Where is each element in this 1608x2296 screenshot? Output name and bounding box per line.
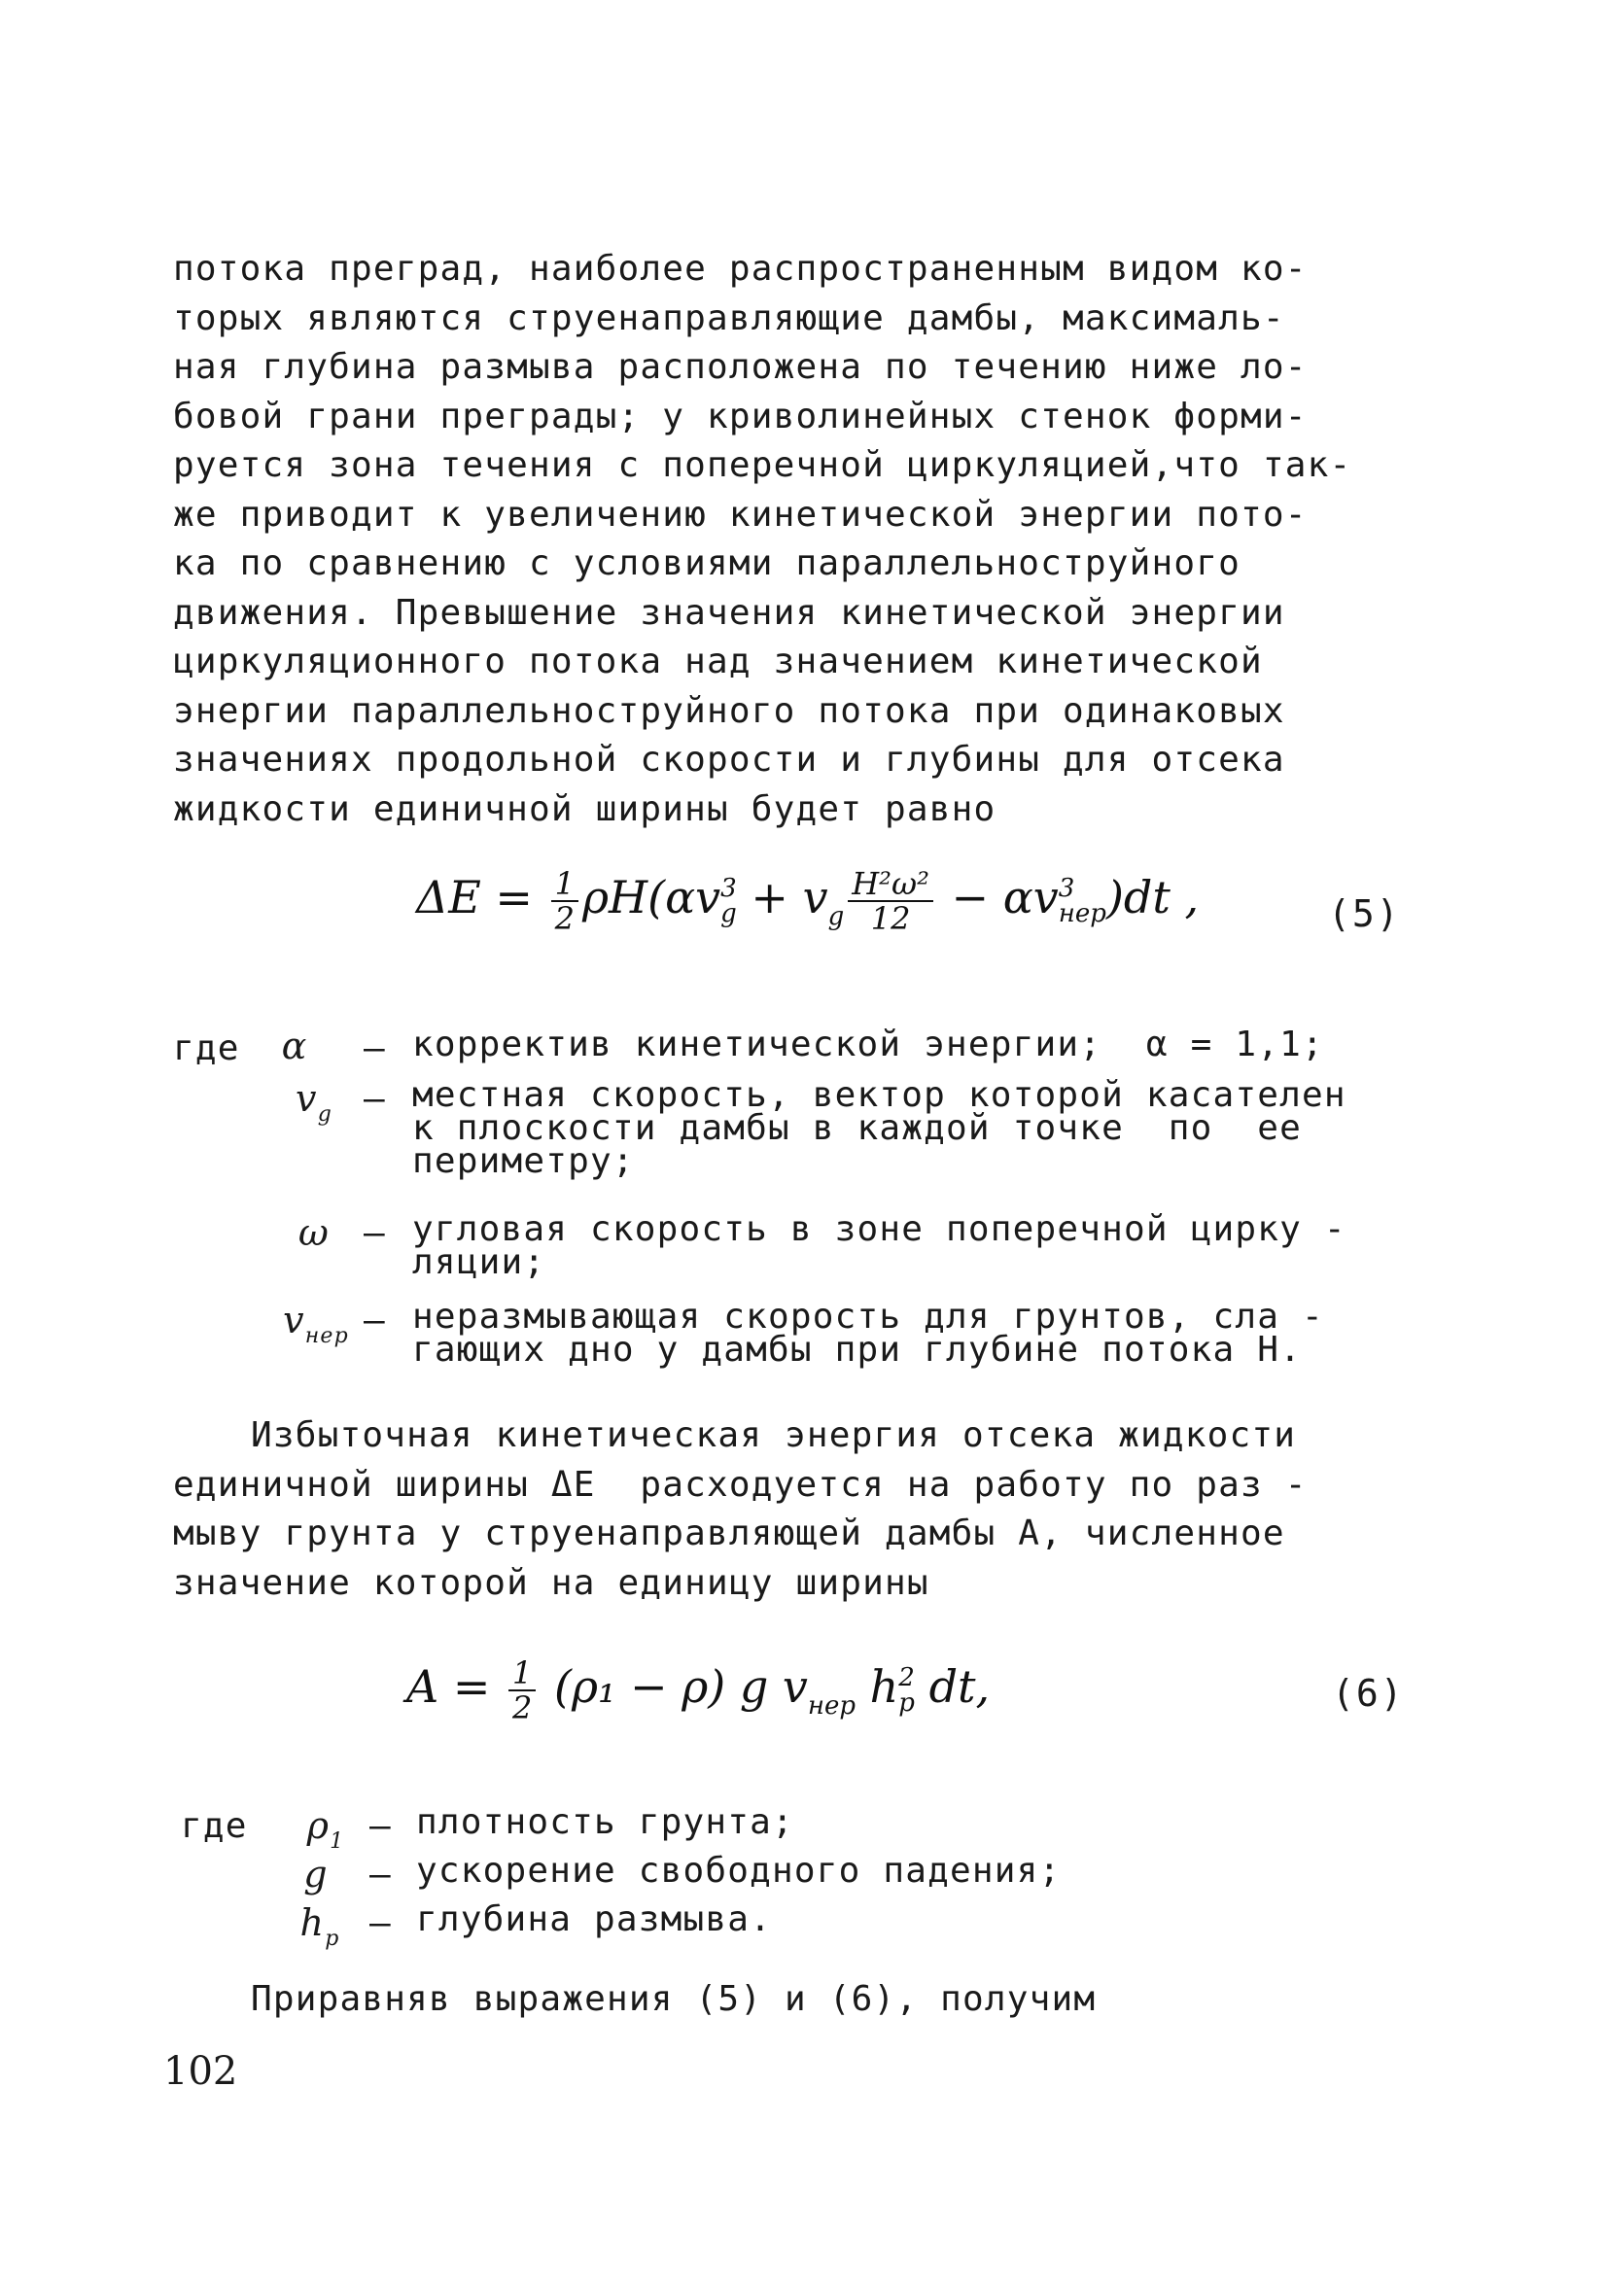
formula-h: h (856, 1660, 899, 1713)
glossary-lead: где (173, 1028, 240, 1068)
symbol-glyph: v (283, 1299, 305, 1341)
fraction-denominator: 2 (554, 900, 575, 937)
formula-subscript: g (827, 902, 845, 931)
dash: – (369, 1806, 392, 1846)
def-line: гающих дно у дамбы при глубине потока H. (412, 1330, 1302, 1370)
glossary-def (412, 1075, 1346, 1181)
text-line: единичной ширины ΔE расходуется на работу по раз - (173, 1464, 1308, 1505)
formula-subscript: p (898, 1688, 915, 1718)
def-line: к плоскости дамбы в каждой точке по ее (412, 1108, 1302, 1148)
text-line: Избыточная кинетическая энергия отсека жидкости (251, 1415, 1297, 1455)
fraction-denominator: 2 (512, 1689, 533, 1726)
text-line: же приводит к увеличению кинетической энергии пото- (173, 494, 1308, 535)
symbol-glyph: v (296, 1077, 318, 1120)
rho1-symbol (282, 1804, 369, 1854)
formula-v: v (1032, 871, 1059, 923)
text-line: торых являются струенаправляющие дамбы, максималь- (173, 297, 1285, 338)
paragraph-1 (173, 245, 1437, 834)
def-line: плотность грунта; (416, 1802, 794, 1842)
text-line: Приравняв выражения (5) и (6), получим (251, 1979, 1097, 2019)
formula-minus: − (936, 871, 1003, 923)
formula-6 (406, 1656, 990, 1724)
symbol-glyph: ω (297, 1211, 331, 1254)
glossary-def (412, 1209, 1346, 1282)
text-line: значение которой на единицу ширины (173, 1562, 929, 1603)
def-line: ускорение свободного падения; (416, 1851, 1062, 1891)
dash: – (369, 1903, 392, 1943)
glossary-lead: где (181, 1806, 248, 1846)
glossary-def (416, 1899, 772, 1939)
text-line: руется зона течения с поперечной циркуляцией,что так- (173, 445, 1352, 485)
formula-superscript: 2 (898, 1663, 915, 1692)
def-line: угловая скорость в зоне поперечной цирку - (412, 1209, 1346, 1249)
fraction-denominator: 12 (870, 900, 911, 937)
fraction-half (508, 1656, 536, 1724)
symbol-glyph: α (281, 1025, 308, 1067)
glossary-def (416, 1802, 794, 1842)
text-line: ная глубина размыва расположена по течению ниже ло- (173, 347, 1308, 387)
text-line: бовой грани преграды; у криволинейных стенок форми- (173, 396, 1308, 436)
formula-rho-h: ρH( (581, 871, 666, 923)
g-symbol (272, 1853, 360, 1896)
formula-v: v (802, 871, 828, 923)
formula-subsup (1059, 876, 1106, 926)
fraction-numerator: 1 (551, 867, 578, 902)
def-line: местная скорость, вектор которой касателен (412, 1075, 1346, 1115)
formula-alpha: α (1002, 871, 1033, 923)
text-line: значениях продольной скорости и глубины для отсека (173, 740, 1285, 780)
formula-subsup (720, 876, 737, 926)
symbol-glyph: ρ (306, 1804, 331, 1847)
symbol-subscript: 1 (330, 1829, 345, 1854)
fraction-half (551, 867, 578, 935)
symbol-subscript: p (325, 1927, 340, 1951)
glossary-def (412, 1297, 1324, 1370)
hp-symbol (276, 1901, 364, 1951)
formula-lhs: ΔE = (416, 871, 547, 923)
dash: – (364, 1301, 386, 1340)
formula-superscript: 3 (720, 874, 737, 903)
text-line: циркуляционного потока над значением кинетической (173, 642, 1263, 681)
formula-5 (416, 867, 1199, 935)
text-line: жидкости единичной ширины будет равно (173, 788, 996, 829)
paragraph-3 (173, 1975, 1437, 2025)
text-line: мыву грунта у струенаправляющей дамбы A, численное (173, 1513, 1285, 1553)
symbol-subscript: g (317, 1102, 332, 1127)
formula-close: )dt , (1105, 871, 1200, 923)
text-line: потока преград, наиболее распространенным видом ко- (173, 249, 1308, 289)
formula-alpha: α (665, 871, 696, 923)
formula-subscript: g (720, 899, 737, 928)
formula-lhs: A = (406, 1660, 506, 1713)
paragraph-2 (173, 1411, 1437, 1608)
formula-v: v (695, 871, 721, 923)
def-line: периметру; (412, 1141, 635, 1181)
def-line: глубина размыва. (416, 1899, 772, 1939)
formula-body: (ρ₁ − ρ) g v (540, 1660, 808, 1713)
vner-symbol (272, 1299, 360, 1348)
symbol-subscript: нер (304, 1324, 349, 1348)
formula-subscript: нер (807, 1691, 856, 1721)
equation-number-6: (6) (1332, 1672, 1405, 1715)
text-line: энергии параллельноструйного потока при одинаковых (173, 690, 1285, 731)
page-number: 102 (163, 2049, 238, 2094)
formula-superscript: 3 (1058, 874, 1075, 903)
glossary-def (412, 1025, 1324, 1064)
formula-subsup (898, 1665, 915, 1716)
def-line: корректив кинетической энергии; α = 1,1; (412, 1025, 1324, 1064)
omega-symbol (270, 1211, 358, 1254)
formula-plus: + (736, 871, 803, 923)
dash: – (364, 1079, 386, 1119)
fraction-h2w2 (848, 867, 933, 935)
fraction-numerator: H²ω² (848, 867, 933, 902)
formula-subscript: нер (1058, 899, 1106, 928)
text-line: ка по сравнению с условиями параллельноструйного (173, 543, 1241, 583)
def-line: ляции; (412, 1242, 546, 1282)
vg-symbol (270, 1077, 358, 1127)
glossary-def (416, 1851, 1062, 1891)
symbol-glyph: h (299, 1901, 326, 1944)
text-line: движения. Превышение значения кинетической энергии (173, 592, 1285, 633)
dash: – (364, 1028, 386, 1068)
alpha-symbol (251, 1025, 338, 1067)
symbol-glyph: g (303, 1853, 329, 1896)
formula-tail: dt, (914, 1660, 991, 1713)
equation-number-5: (5) (1328, 892, 1401, 935)
fraction-numerator: 1 (508, 1656, 536, 1691)
dash: – (364, 1213, 386, 1253)
dash: – (369, 1855, 392, 1895)
def-line: неразмывающая скорость для грунтов, сла - (412, 1297, 1324, 1337)
